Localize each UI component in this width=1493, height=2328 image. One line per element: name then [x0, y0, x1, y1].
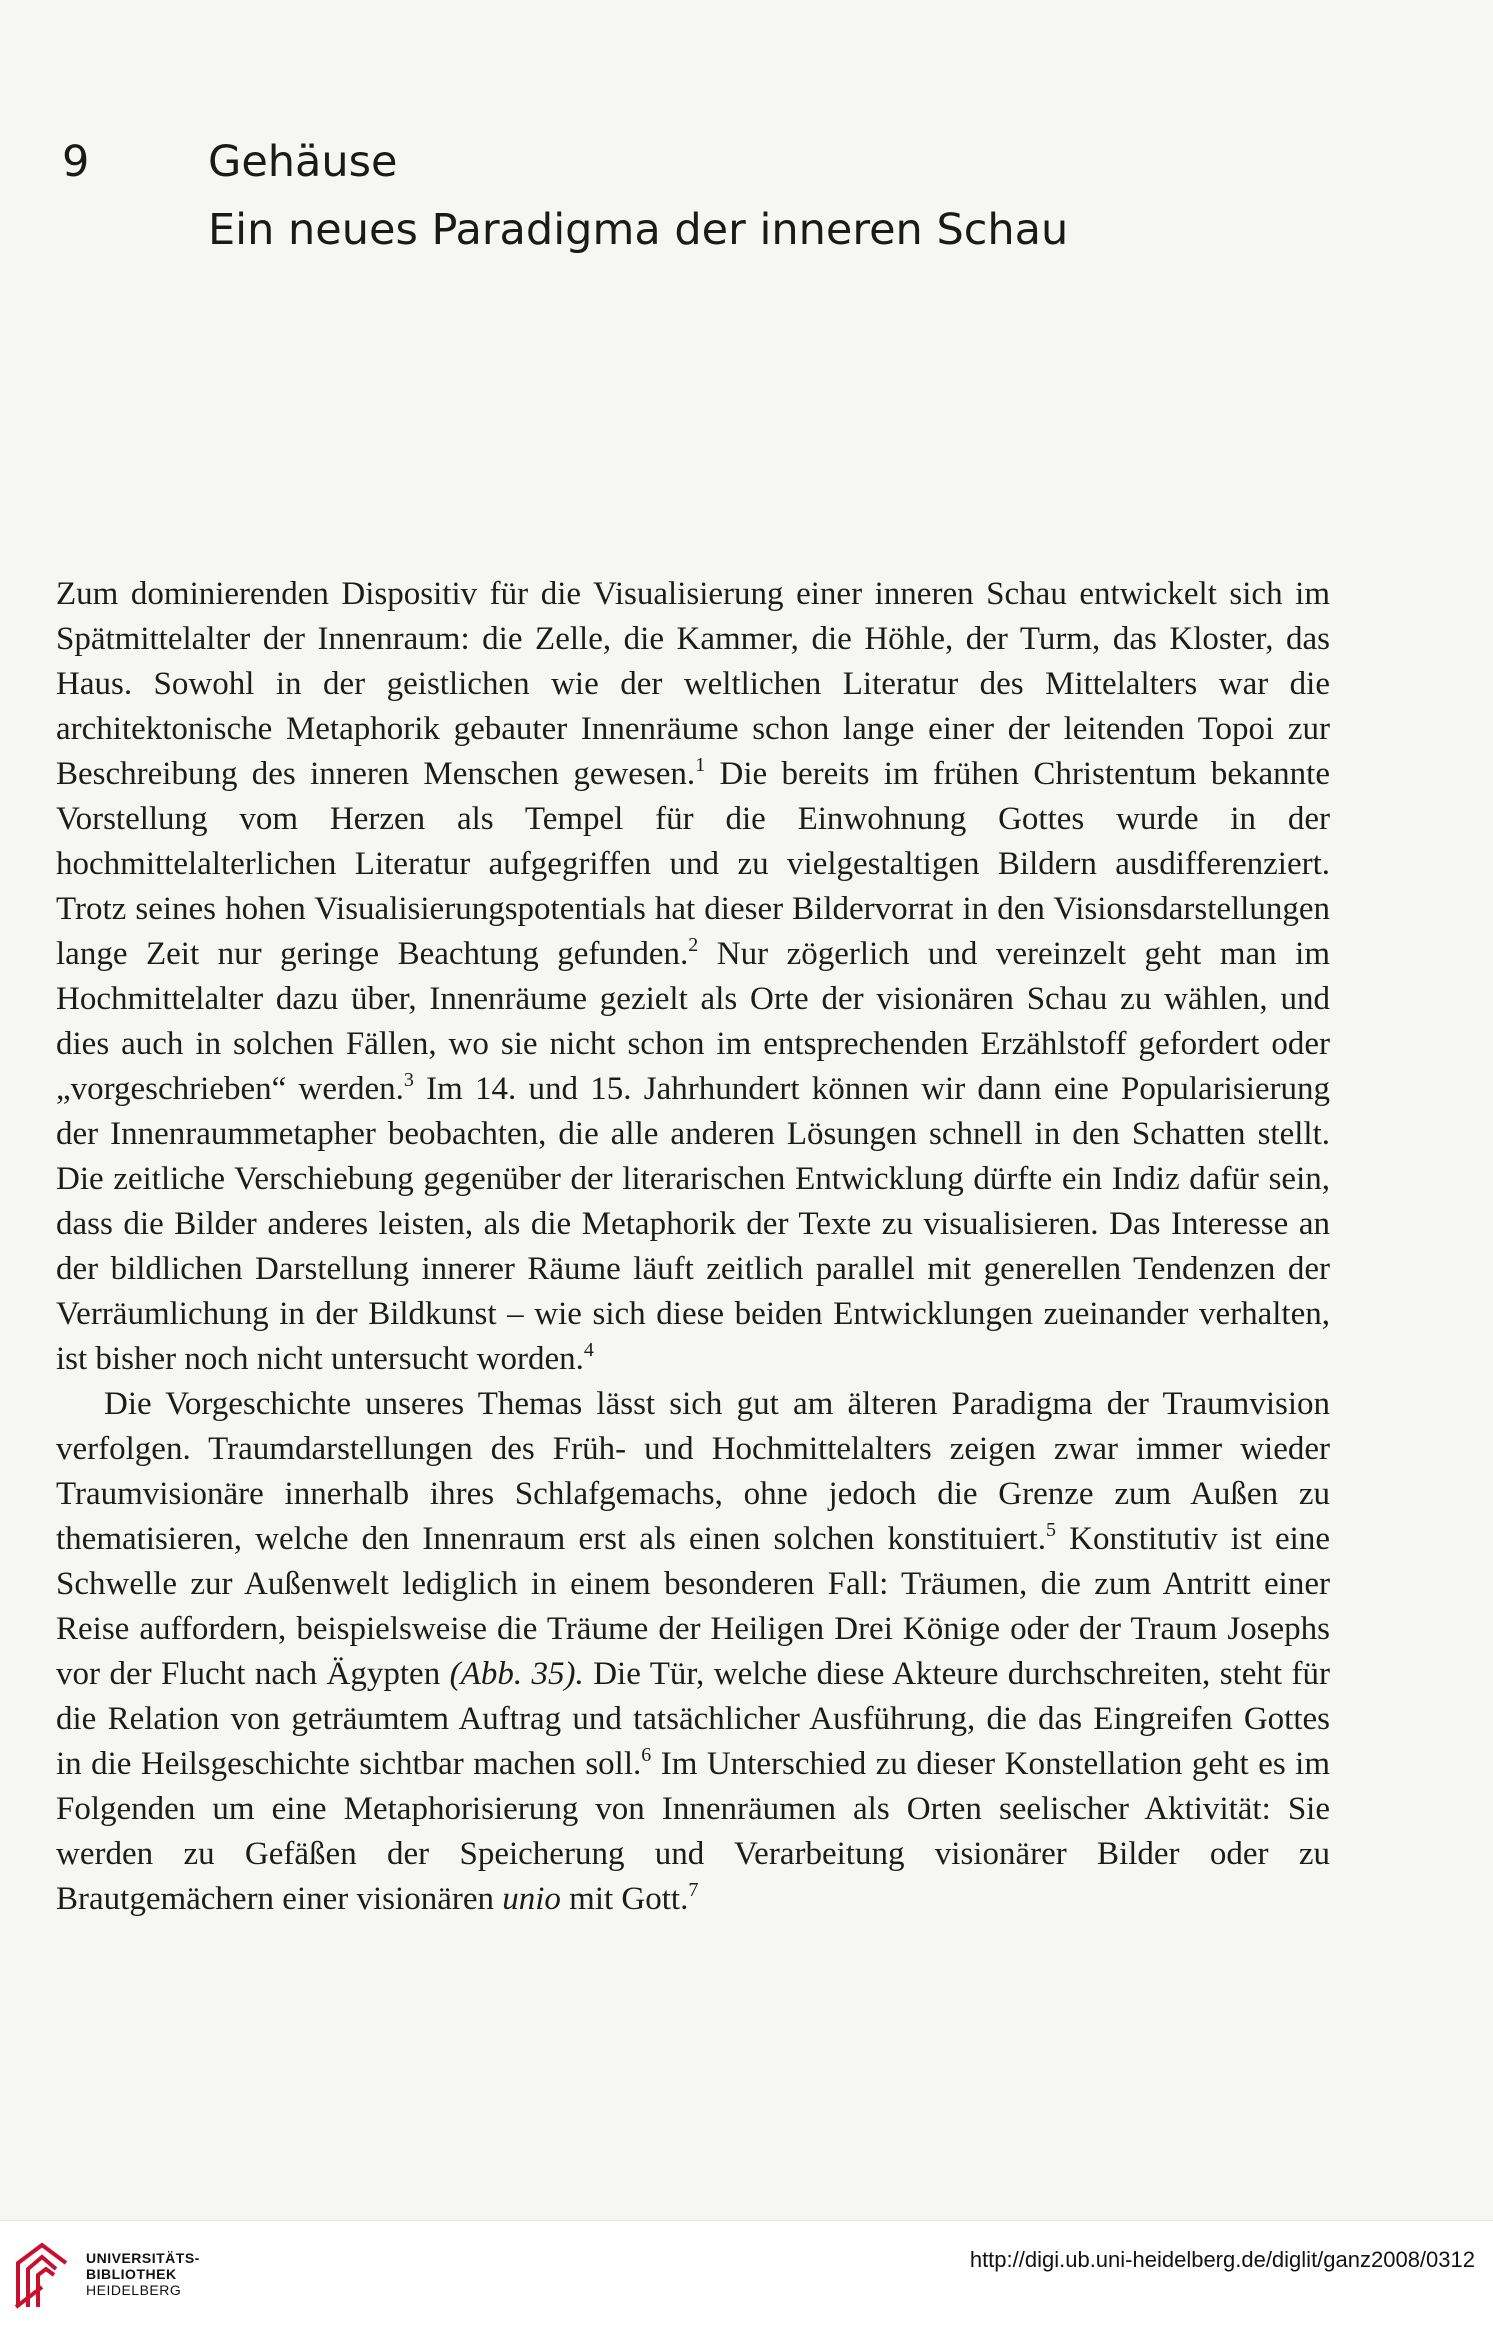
- italic-text: unio: [502, 1881, 561, 1917]
- footnote-ref[interactable]: 4: [583, 1339, 594, 1361]
- ub-heidelberg-logo-icon[interactable]: [12, 2237, 72, 2309]
- text-run: mit Gott.: [560, 1881, 689, 1917]
- footnote-ref[interactable]: 1: [695, 754, 706, 776]
- chapter-number: 9: [62, 137, 90, 187]
- italic-text: (Abb. 35).: [449, 1656, 584, 1692]
- footnote-ref[interactable]: 3: [403, 1069, 414, 1091]
- text-run: Zum dominierenden Dispositiv für die Visualisierung einer inneren Schau entwickelt sich im Spätmittelalter der Innenraum: die Zelle, die Kammer, die Höhle, der Turm, das Kloster, das Haus. Sowohl in der geistlichen wie der weltlichen Literatur des Mittelalters war die architektonische Metaphorik gebauter Innenräume schon lange einer der leitenden Topoi zur Beschreibung des inneren Menschen gewesen.: [56, 576, 1330, 792]
- chapter-subtitle: Ein neues Paradigma der inneren Schau: [208, 205, 1069, 255]
- footnote-ref[interactable]: 7: [688, 1879, 699, 1901]
- library-name-line3: HEIDELBERG: [86, 2282, 182, 2298]
- text-run: Im 14. und 15. Jahrhundert können wir dann eine Popularisierung der Innenraummetapher beobachten, die alle anderen Lösungen schnell in den Schatten stellt. Die zeitliche Verschiebung gegenüber der literarischen Entwicklung dürfte ein Indiz dafür sein, dass die Bilder anderes leisten, als die Metaphorik der Texte zu visualisieren. Das Interesse an der bildlichen Darstellung innerer Räume läuft zeitlich parallel mit generellen Tendenzen der Verräumlichung in der Bildkunst – wie sich diese beiden Entwicklungen zueinander verhalten, ist bisher noch nicht untersucht worden.: [56, 1071, 1330, 1377]
- footnote-ref[interactable]: 2: [688, 934, 699, 956]
- text-run: Die Vorgeschichte unseres Themas lässt sich gut am älteren Paradigma der Traumvision verfolgen. Traumdarstellungen des Früh- und Hochmittelalters zeigen zwar immer wieder Traumvisionäre innerhalb ihres Schlafgemachs, ohne jedoch die Grenze zum Außen zu thematisieren, welche den Innenraum erst als einen solchen konstituiert.: [56, 1386, 1330, 1557]
- footnote-ref[interactable]: 6: [641, 1744, 652, 1766]
- library-name-line1: UNIVERSITÄTS-: [86, 2250, 200, 2266]
- text-run: Konstitutiv ist eine Schwelle zur Außenwelt lediglich in einem besonderen Fall: Träumen, die zum Antritt einer Reise auffordern, beispielsweise die Träume der Heiligen Drei Könige oder der Traum Josephs vor der Flucht nach Ägypten: [56, 1521, 1330, 1692]
- paragraph: [56, 1382, 1330, 1922]
- chapter-title: Gehäuse: [208, 137, 398, 187]
- text-run: Die bereits im frühen Christentum bekannte Vorstellung vom Herzen als Tempel für die Einwohnung Gottes wurde in der hochmittelalterlichen Literatur aufgegriffen und zu vielgestaltigen Bildern ausdifferenziert. Trotz seines hohen Visualisierungspotentials hat dieser Bildervorrat in den Visionsdarstellungen lange Zeit nur geringe Beachtung gefunden.: [56, 756, 1330, 972]
- library-name[interactable]: [86, 2250, 200, 2298]
- permalink-url[interactable]: http://digi.ub.uni-heidelberg.de/diglit/ganz2008/0312: [969, 2247, 1475, 2272]
- library-name-line2: BIBLIOTHEK: [86, 2266, 177, 2282]
- body-text: [56, 572, 1330, 1922]
- text-run: Nur zögerlich und vereinzelt geht man im Hochmittelalter dazu über, Innenräume gezielt als Orte der visionären Schau zu wählen, und dies auch in solchen Fällen, wo sie nicht schon im entsprechenden Erzählstoff gefordert oder „vorgeschrieben“ werden.: [56, 936, 1330, 1107]
- text-run: Die Tür, welche diese Akteure durchschreiten, steht für die Relation von geträumtem Auftrag und tatsächlicher Ausführung, die das Eingreifen Gottes in die Heilsgeschichte sichtbar machen soll.: [56, 1656, 1331, 1782]
- paragraph: [56, 572, 1330, 1382]
- footnote-ref[interactable]: 5: [1046, 1519, 1057, 1541]
- viewer-footer: [0, 2220, 1493, 2328]
- text-run: Im Unterschied zu dieser Konstellation geht es im Folgenden um eine Metaphorisierung von Innenräumen als Orten seelischer Aktivität: Sie werden zu Gefäßen der Speicherung und Verarbeitung visionärer Bilder oder zu Brautgemächern einer visionären: [56, 1746, 1330, 1917]
